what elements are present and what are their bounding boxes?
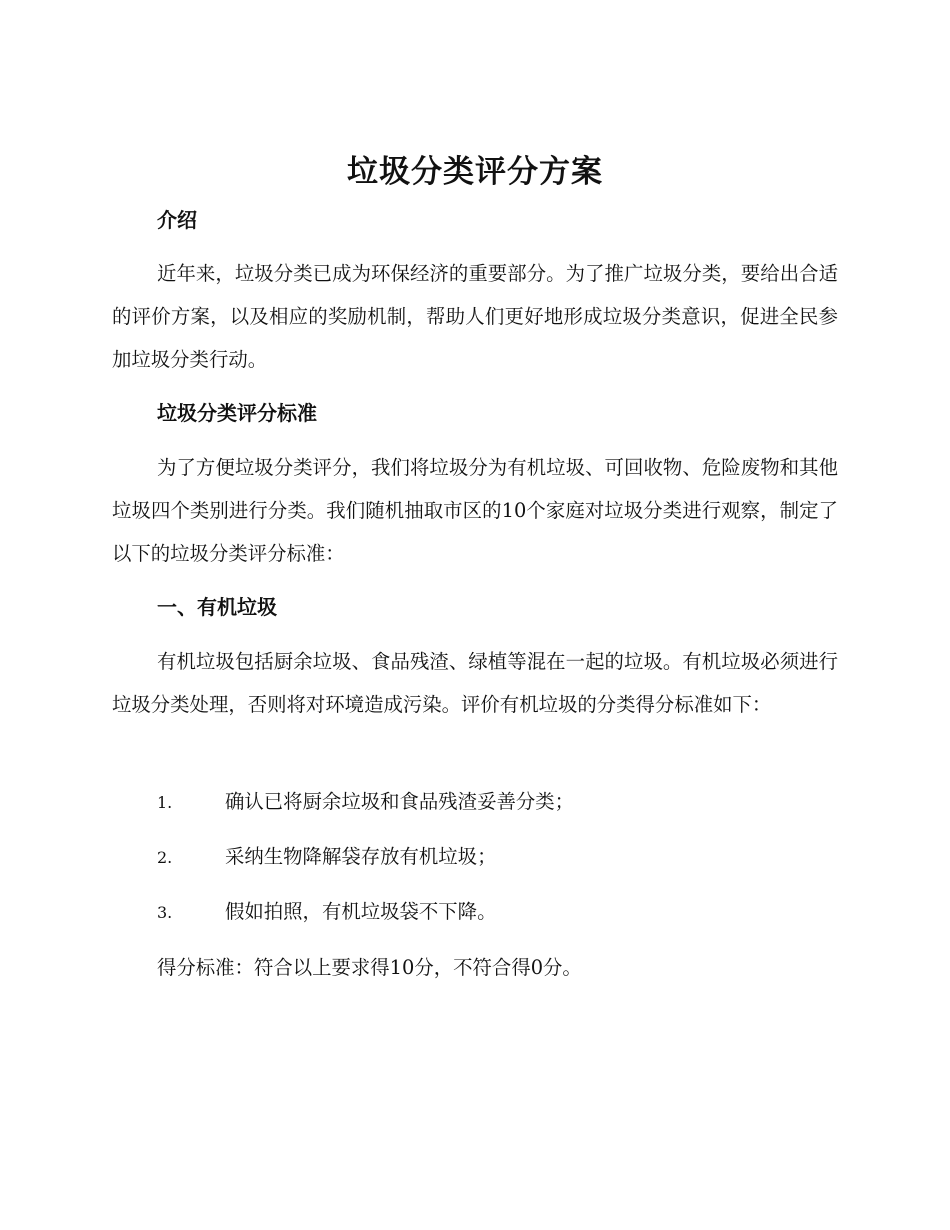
list-item <box>157 787 574 817</box>
list-item-text: 确认已将厨余垃圾和食品残渣妥善分类； <box>225 790 575 813</box>
document-title: 垃圾分类评分方案 <box>347 154 603 190</box>
standard-paragraph: 为了方便垃圾分类评分，我们将垃圾分为有机垃圾、可回收物、危险废物和其他垃圾四个类别进行分类。我们随机抽取市区的10个家庭对垃圾分类进行观察，制定了以下的垃圾分类评分标准： <box>112 456 838 565</box>
intro-paragraph: 近年来，垃圾分类已成为环保经济的重要部分。为了推广垃圾分类，要给出合适的评价方案，以及相应的奖励机制，帮助人们更好地形成垃圾分类意识，促进全民参加垃圾分类行动。 <box>112 262 838 371</box>
section-heading-intro: 介绍 <box>157 208 197 232</box>
section-heading-standard: 垃圾分类评分标准 <box>157 401 317 425</box>
score-rule: 得分标准：符合以上要求得10分，不符合得0分。 <box>157 956 582 979</box>
section-heading-organic: 一、有机垃圾 <box>157 595 277 619</box>
list-item-text: 采纳生物降解袋存放有机垃圾； <box>225 845 497 868</box>
list-item-text: 假如拍照，有机垃圾袋不下降。 <box>225 900 497 923</box>
list-item-number: 2. <box>157 848 173 867</box>
list-item-number: 3. <box>157 903 173 922</box>
list-item <box>157 897 496 927</box>
list-item <box>157 842 496 872</box>
list-item-number: 1. <box>157 793 173 812</box>
organic-paragraph: 有机垃圾包括厨余垃圾、食品残渣、绿植等混在一起的垃圾。有机垃圾必须进行垃圾分类处理，否则将对环境造成污染。评价有机垃圾的分类得分标准如下： <box>112 650 838 716</box>
